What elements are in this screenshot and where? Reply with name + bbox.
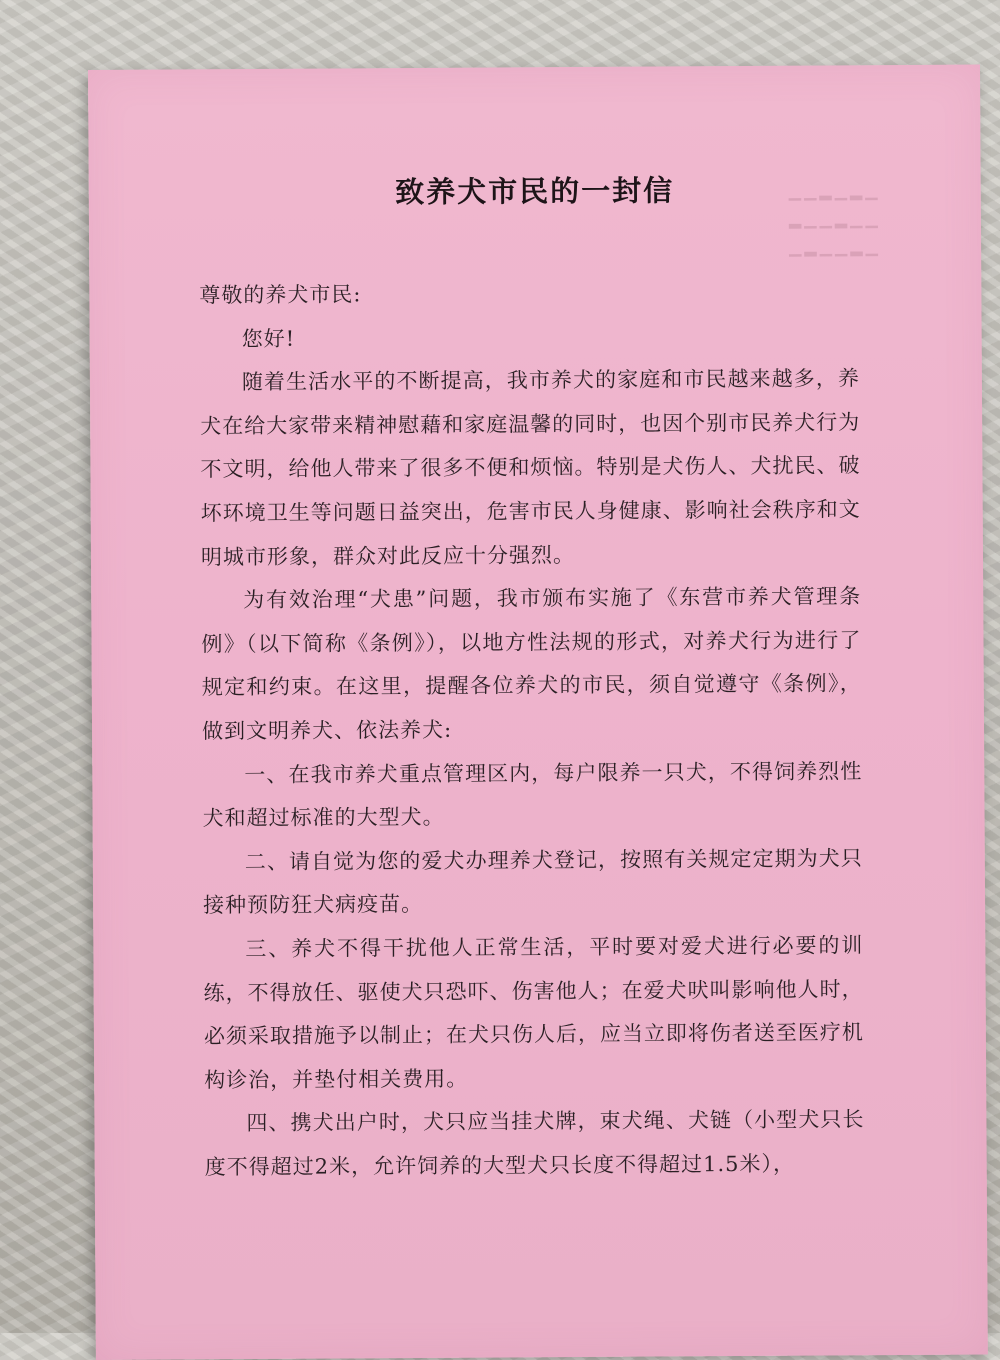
paragraph-regulation: 为有效治理“犬患”问题，我市颁布实施了《东营市养犬管理条例》（以下简称《条例》），以地方性法规的形式，对养犬行为进行了规定和约束。在这里，提醒各位养犬的市民，须自觉遵守《条例》，做到文明养犬、依法养犬: bbox=[201, 584, 862, 744]
letter-title: 致养犬市民的一封信 bbox=[395, 173, 675, 210]
rule-item-2: 二、请自觉为您的爱犬办理养犬登记，按照有关规定定期为犬只接种预防狂犬病疫苗。 bbox=[203, 846, 863, 918]
letter-paper bbox=[88, 65, 988, 1360]
show-through-text: ▁▁▂▁▂▁ ▂▁▁▂▁▁ ▁▂▁▁▂▁ bbox=[788, 181, 881, 257]
rule-item-1: 一、在我市养犬重点管理区内，每户限养一只犬，不得饲养烈性犬和超过标准的大型犬。 bbox=[202, 758, 863, 831]
letter-body bbox=[199, 270, 865, 1189]
salutation: 尊敬的养犬市民: bbox=[199, 282, 362, 308]
paragraph-intro: 随着生活水平的不断提高，我市养犬的家庭和市民越来越多，养犬在给大家带来精神慰藉和家庭温馨的同时，也因个别市民养犬行为不文明，给他人带来了很多不便和烦恼。特别是犬伤人、犬扰民、破坏环境卫生等问题日益突出，危害市民人身健康、影响社会秩序和文明城市形象，群众对此反应十分强烈。 bbox=[200, 366, 861, 569]
greeting: 您好! bbox=[241, 326, 296, 351]
rule-item-3: 三、养犬不得干扰他人正常生活，平时要对爱犬进行必要的训练，不得放任、驱使犬只恐吓、伤害他人；在爱犬吠叫影响他人时，必须采取措施予以制止；在犬只伤人后，应当立即将伤者送至医疗机构诊治，并垫付相关费用。 bbox=[203, 933, 864, 1092]
rule-item-4: 四、携犬出户时，犬只应当挂犬牌，束犬绳、犬链（小型犬只长度不得超过2米，允许饲养的大型犬只长度不得超过1.5米）， bbox=[204, 1107, 865, 1180]
